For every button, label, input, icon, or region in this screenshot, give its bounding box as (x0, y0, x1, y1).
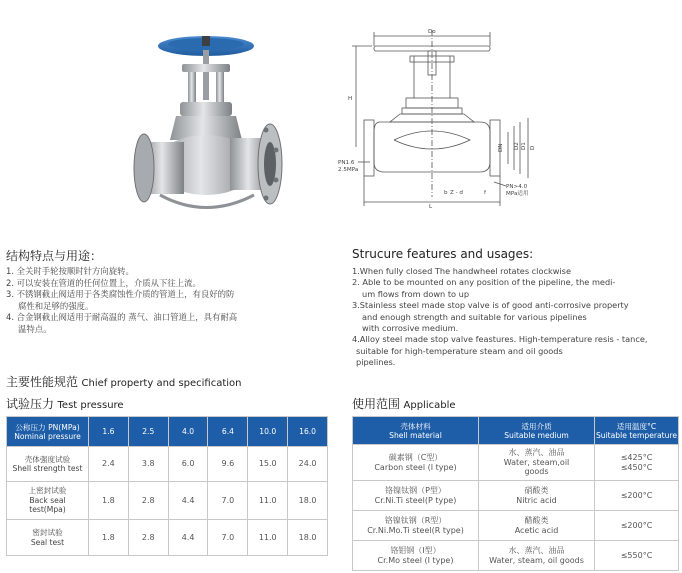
table-cell: 2.8 (128, 520, 168, 556)
suitable-temperature-header: 适用温度°C Suitable temperature (595, 417, 679, 445)
features-list-en (352, 266, 678, 369)
table-cell: 6.0 (168, 447, 208, 482)
applicable-heading-en: Applicable (403, 400, 456, 411)
pn-low-mpa-label: 2.5MPa (338, 167, 359, 173)
temperature-cell: ≤425°C ≤450°C (595, 445, 679, 481)
dim-b-label: b (444, 190, 448, 196)
features-title-cn: 结构特点与用途： (6, 249, 103, 263)
suitable-medium-header: 适用介质 Suitable medium (479, 417, 595, 445)
pressure-header: 1.6 (89, 417, 129, 447)
feature-cn-3: 3. 不锈钢截止阀适用于各类腐蚀性介质的管道上，有良好的防 (6, 289, 235, 300)
feature-en-4: 4.Alloy steel made stop valve feastures. High-temperature resis - tance, (352, 334, 648, 345)
material-cell: 铬镍钛钢（R型） Cr.Ni.Mo.Ti steel(R type) (353, 511, 479, 541)
table-row (7, 447, 328, 482)
feature-en-1: 1.When fully closed The handwheel rotates clockwise (352, 266, 571, 276)
test-row-label: 上密封试验 Back seal test(Mpa) (7, 482, 89, 520)
app-table-header-row (353, 417, 679, 445)
table-cell: 9.6 (208, 447, 248, 482)
dim-l-label: L (429, 204, 433, 210)
dim-dn-label: DN (498, 143, 504, 152)
features-list-cn (6, 266, 306, 336)
pn-high-mpa-label: MPa适用 (506, 191, 529, 197)
dim-zd-label: Z - d (450, 190, 463, 196)
temperature-cell: ≤200°C (595, 511, 679, 541)
applicable-heading-cn: 使用范围 (352, 397, 401, 411)
features-title-en: Strucure features and usages: (352, 247, 534, 261)
pn-low-label: PN1.6 (338, 160, 355, 166)
test-pressure-table (6, 416, 328, 556)
pressure-header: 4.0 (168, 417, 208, 447)
table-cell: 7.0 (208, 520, 248, 556)
medium-cell: 水、蒸汽、油品 Water, steam,oil goods (479, 445, 595, 481)
pressure-header: 6.4 (208, 417, 248, 447)
valve-photo (130, 30, 300, 230)
feature-en-4b: suitable for high-temperature steam and oil goods (356, 345, 563, 356)
feature-en-2: 2. Able to be mounted on any position of the pipeline, the medi- (352, 277, 616, 288)
table-cell: 18.0 (288, 520, 328, 556)
shell-material-header: 壳体材料 Shell material (353, 417, 479, 445)
table-row (7, 520, 328, 556)
test-heading-en: Test pressure (57, 400, 124, 411)
table-cell: 7.0 (208, 482, 248, 520)
table-cell: 11.0 (248, 482, 288, 520)
pressure-header: 10.0 (248, 417, 288, 447)
table-cell: 3.8 (128, 447, 168, 482)
test-table-header-row (7, 417, 328, 447)
test-heading-cn: 试验压力 (6, 397, 55, 411)
feature-cn-2: 2. 可以安装在管道的任何位置上，介质从下往上流。 (6, 277, 201, 288)
table-row (353, 511, 679, 541)
table-row (353, 481, 679, 511)
spec-heading-cn: 主要性能规范 (6, 375, 79, 389)
spec-heading (6, 373, 242, 390)
medium-cell: 醋酸类 Acetic acid (479, 511, 595, 541)
dim-h-label: H (348, 96, 353, 102)
table-cell: 4.4 (168, 482, 208, 520)
table-cell: 2.4 (89, 447, 129, 482)
valve-dimension-drawing (334, 22, 554, 212)
temperature-cell: ≤200°C (595, 481, 679, 511)
dim-d2-label: D2 (514, 142, 520, 150)
table-row (353, 445, 679, 481)
temperature-cell: ≤550°C (595, 541, 679, 571)
test-row-label: 密封试验 Seal test (7, 520, 89, 556)
material-cell: 铬钼钢（I型） Cr.Mo steel (I type) (353, 541, 479, 571)
table-cell: 1.8 (89, 482, 129, 520)
applicable-table (352, 416, 679, 571)
table-cell: 2.8 (128, 482, 168, 520)
feature-cn-1: 1. 全关时手轮按顺时针方向旋转。 (6, 266, 134, 276)
spec-heading-en: Chief property and specification (81, 378, 242, 389)
dim-do-label: Do (428, 29, 436, 35)
material-cell: 铬镍钛钢（P型） Cr.Ni.Ti steel(P type) (353, 481, 479, 511)
table-cell: 18.0 (288, 482, 328, 520)
applicable-heading (352, 395, 456, 412)
feature-en-2b: um flows from down to up (362, 288, 470, 299)
feature-cn-3b: 腐性和足够的强度。 (18, 300, 94, 311)
pn-high-label: PN>4.0 (506, 184, 528, 190)
dim-f-label: f (484, 190, 486, 196)
dim-d-label: D (530, 145, 536, 150)
medium-cell: 硝酸类 Nitric acid (479, 481, 595, 511)
feature-cn-4b: 温特点。 (18, 323, 52, 334)
table-cell: 24.0 (288, 447, 328, 482)
pressure-header: 16.0 (288, 417, 328, 447)
feature-en-3b: and enough strength and suitable for various pipelines (362, 311, 587, 322)
feature-en-4c: pipelines. (356, 357, 396, 368)
feature-en-3: 3.Stainless steel made stop valve is of good anti-corrosive property (352, 300, 629, 311)
test-heading (6, 395, 124, 412)
dim-d1-label: D1 (521, 142, 527, 150)
table-cell: 11.0 (248, 520, 288, 556)
medium-cell: 水、蒸汽、油品 Water, steam, oil goods (479, 541, 595, 571)
table-cell: 4.4 (168, 520, 208, 556)
table-row (353, 541, 679, 571)
table-row (7, 482, 328, 520)
test-row-label: 壳体强度试验 Shell strength test (7, 447, 89, 482)
table-cell: 1.8 (89, 520, 129, 556)
nominal-pressure-header: 公称压力 PN(MPa) Nominal pressure (7, 417, 89, 447)
material-cell: 碳素钢（C型） Carbon steel (I type) (353, 445, 479, 481)
pressure-header: 2.5 (128, 417, 168, 447)
table-cell: 15.0 (248, 447, 288, 482)
feature-en-3c: with corrosive medium. (362, 323, 459, 334)
feature-cn-4: 4. 合金钢截止阀适用于耐高温的 蒸气、油口管道上，具有耐高 (6, 312, 238, 323)
